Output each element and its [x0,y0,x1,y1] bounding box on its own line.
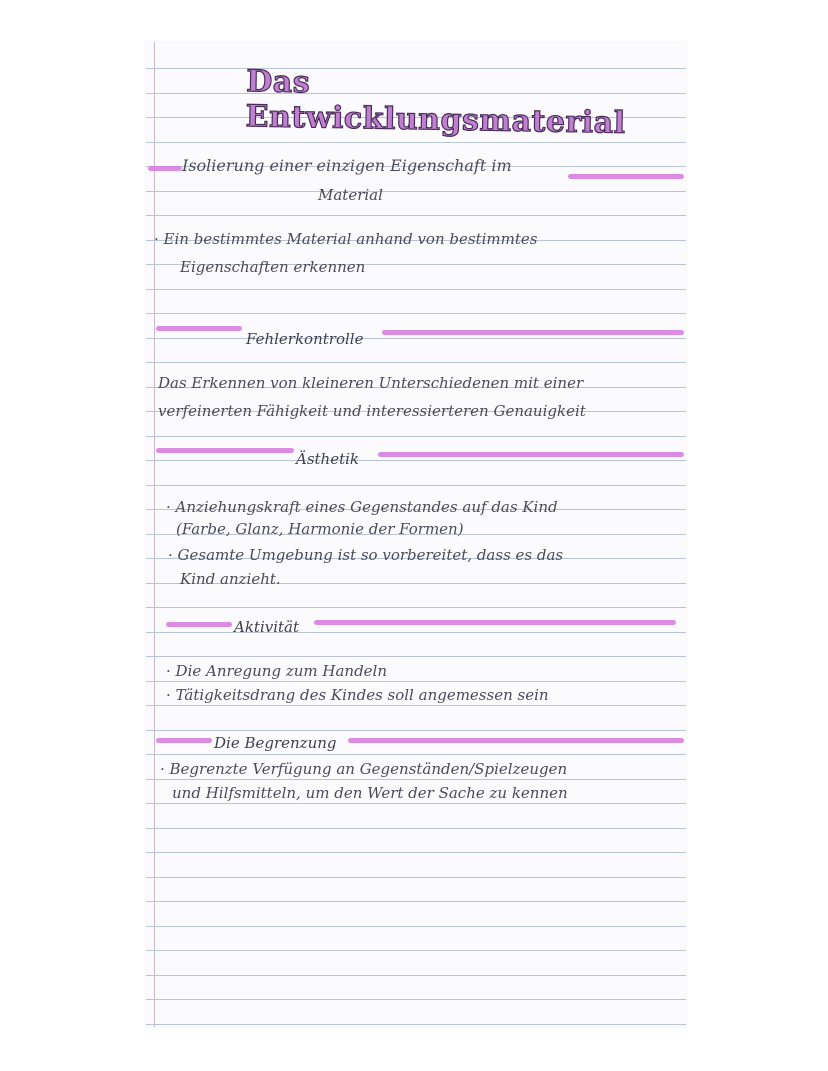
highlight-stroke [166,622,232,627]
fehler-line-2: verfeinerten Fähigkeit und interessierteren Genauigkeit [158,402,586,420]
intro-line-1: Isolierung einer einzigen Eigenschaft im [182,156,512,175]
ruled-line [146,803,686,804]
begrenzung-bullet-1-line-2: und Hilfsmitteln, um den Wert der Sache zu kennen [172,784,568,802]
section-heading-begrenzung: Die Begrenzung [214,734,337,752]
ruled-line [146,828,686,829]
point-1-line-2: Eigenschaften erkennen [180,258,366,276]
ruled-line [146,632,686,633]
ruled-line [146,754,686,755]
ruled-line [146,485,686,486]
ruled-line [146,436,686,437]
highlight-stroke [156,326,242,331]
ruled-line [146,975,686,976]
ruled-line [146,191,686,192]
aesthetik-bullet-1-line-1: · Anziehungskraft eines Gegenstandes auf das Kind [166,498,558,516]
ruled-line [146,999,686,1000]
section-heading-aesthetik: Ästhetik [296,450,360,468]
highlight-stroke [348,738,684,743]
ruled-line [146,142,686,143]
ruled-line [146,338,686,339]
ruled-line [146,607,686,608]
page-title: Das Entwicklungsmaterial [245,64,626,141]
ruled-line [146,901,686,902]
aesthetik-bullet-2-line-2: Kind anzieht. [180,570,281,588]
highlight-stroke [314,620,676,625]
ruled-line [146,877,686,878]
ruled-line [146,950,686,951]
highlight-stroke [156,448,294,453]
ruled-line [146,681,686,682]
notebook-page [146,42,686,1027]
highlight-stroke [378,452,684,457]
aesthetik-bullet-1-line-2: (Farbe, Glanz, Harmonie der Formen) [176,520,464,538]
highlight-stroke [568,174,684,179]
aktivitaet-bullet-2: · Tätigkeitsdrang des Kindes soll angemessen sein [166,686,549,704]
ruled-line [146,1024,686,1025]
begrenzung-bullet-1-line-1: · Begrenzte Verfügung an Gegenständen/Spielzeugen [160,760,568,778]
ruled-line [146,656,686,657]
point-1-line-1: · Ein bestimmtes Material anhand von bestimmtes [154,230,538,248]
aktivitaet-bullet-1: · Die Anregung zum Handeln [166,662,388,680]
ruled-line [146,705,686,706]
section-heading-aktivitaet: Aktivität [234,618,300,636]
ruled-line [146,362,686,363]
ruled-line [146,460,686,461]
ruled-line [146,730,686,731]
ruled-line [146,289,686,290]
ruled-line [146,313,686,314]
ruled-line [146,852,686,853]
intro-line-2: Material [318,186,383,204]
highlight-stroke [148,166,182,171]
highlight-stroke [382,330,684,335]
ruled-line [146,779,686,780]
highlight-stroke [156,738,212,743]
ruled-line [146,215,686,216]
ruled-line [146,926,686,927]
fehler-line-1: Das Erkennen von kleineren Unterschiedenen mit einer [158,374,584,392]
aesthetik-bullet-2-line-1: · Gesamte Umgebung ist so vorbereitet, dass es das [168,546,564,564]
section-heading-fehlerkontrolle: Fehlerkontrolle [246,330,364,348]
